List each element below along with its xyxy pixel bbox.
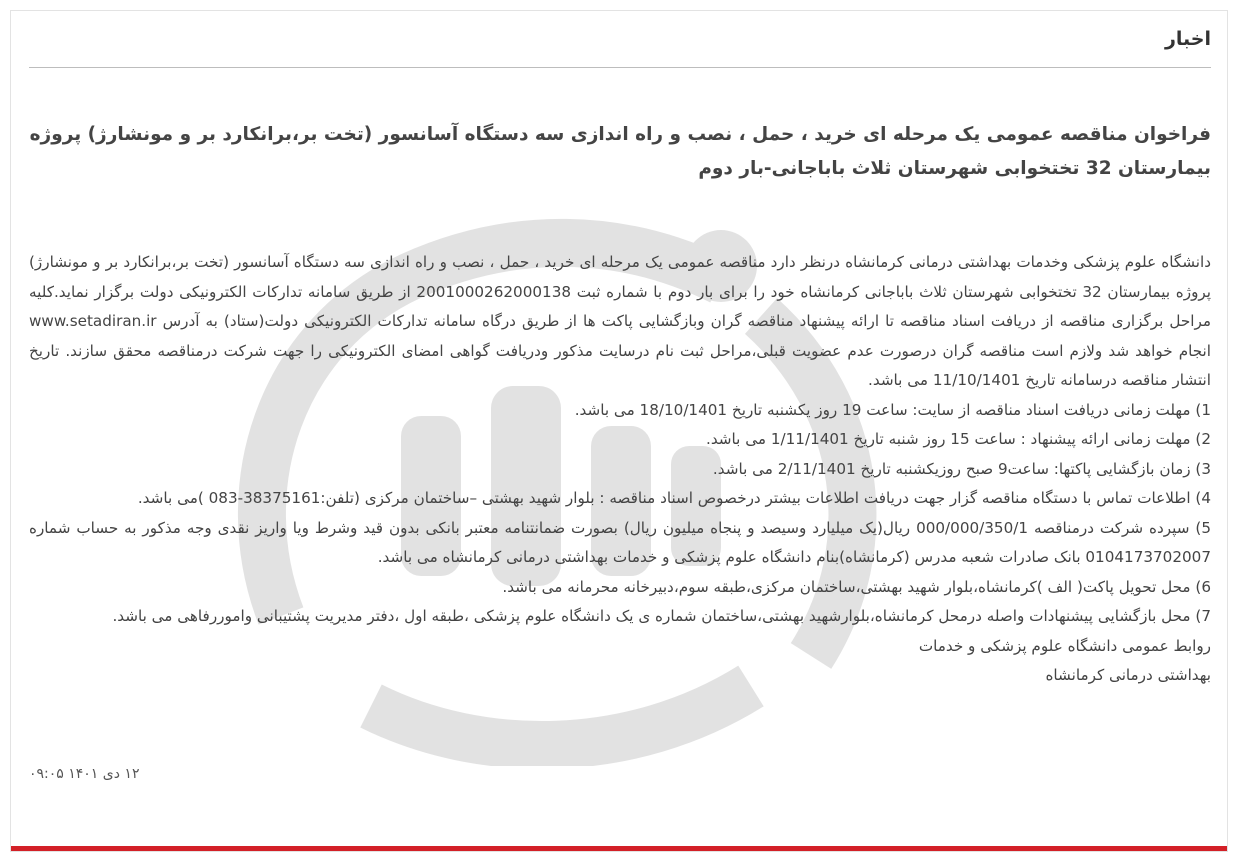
list-item-7: 7) محل بازگشایی پیشنهادات واصله درمحل کرمانشاه،بلوارشهید بهشتی،ساختمان شماره ی یک دانشگاه علوم پزشکی ،طبقه اول ،دفتر مدیریت پشتیبانی واموررفاهی می باشد.: [112, 607, 1211, 625]
section-title: اخبار: [29, 11, 1211, 68]
list-item-3: 3) زمان بازگشایی پاکتها: ساعت9 صبح روزیکشنبه تاریخ 2/11/1401 می باشد.: [712, 459, 1211, 478]
article: [29, 11, 1211, 691]
publish-timestamp: ۱۲ دی ۱۴۰۱ ۰۹:۰۵: [29, 766, 140, 782]
list-item-4: 4) اطلاعات تماس با دستگاه مناقصه گزار جهت دریافت اطلاعات بیشتر درخصوص اسناد مناقصه : بلوار شهید بهشتی –ساختمان مرکزی (تلفن:38375161-083 )می باشد.: [137, 489, 1211, 507]
signature-line-2: بهداشتی درمانی کرمانشاه: [1045, 666, 1211, 684]
list-item-5: 5) سپرده شرکت درمناقصه 000/000/350/1 ریال(یک میلیارد وسیصد و پنجاه میلیون ریال) بصورت ضمانتنامه معتبر بانکی بدون قید وشرط ویا واریز نقدی وجه مذکور به حساب شماره 0104173702007 بانک صادرات شعبه مدرس (کرمانشاه)بنام دانشگاه علوم پزشکی و خدمات بهداشتی درمانی کرمانشاه می باشد.: [29, 518, 1211, 566]
news-card: [10, 10, 1228, 852]
article-headline: فراخوان مناقصه عمومی یک مرحله ای خرید ، حمل ، نصب و راه اندازی سه دستگاه آسانسور (تخت بر،برانکارد بر و مونشارژ) پروژه بیمارستان 32 تختخوابی شهرستان ثلاث باباجانی-بار دوم: [29, 124, 1211, 179]
article-body: [29, 248, 1211, 691]
list-item-6: 6) محل تحویل پاکت( الف )کرمانشاه،بلوار شهید بهشتی،ساختمان مرکزی،طبقه سوم،دبیرخانه محرمانه می باشد.: [502, 577, 1211, 596]
list-item-1: 1) مهلت زمانی دریافت اسناد مناقصه از سایت: ساعت 19 روز یکشنبه تاریخ 18/10/1401 می باشد.: [574, 400, 1211, 419]
list-item-2: 2) مهلت زمانی ارائه پیشنهاد : ساعت 15 روز شنبه تاریخ 1/11/1401 می باشد.: [706, 430, 1211, 448]
signature-line-1: روابط عمومی دانشگاه علوم پزشکی و خدمات: [918, 636, 1211, 655]
accent-bottom-bar: [11, 846, 1228, 851]
article-intro: دانشگاه علوم پزشکی وخدمات بهداشتی درمانی کرمانشاه درنظر دارد مناقصه عمومی یک مرحله ای خرید ، حمل ، نصب و راه اندازی سه دستگاه آسانسور (تخت بر،برانکارد بر و مونشارژ) پروژه بیمارستان 32 تختخوابی شهرستان ثلاث باباجانی کرمانشاه خود را برای بار دوم با شماره ثبت 2001000262000138 از طریق سامانه تدارکات الکترونیکی دولت برگزار نماید.کلیه مراحل برگزاری مناقصه از دریافت اسناد مناقصه تا ارائه پیشنهاد مناقصه گران وبازگشایی پاکت ها از طریق درگاه سامانه تدارکات الکترونیکی دولت(ستاد) به آدرس www.setadiran.ir انجام خواهد شد ولازم است مناقصه گران درصورت عدم عضویت قبلی،مراحل ثبت نام درسایت مذکور ودریافت گواهی امضای الکترونیکی را جهت شرکت درمناقصه محقق سازند. تاریخ انتشار مناقصه درسامانه تاریخ 11/10/1401 می باشد.: [29, 253, 1212, 389]
